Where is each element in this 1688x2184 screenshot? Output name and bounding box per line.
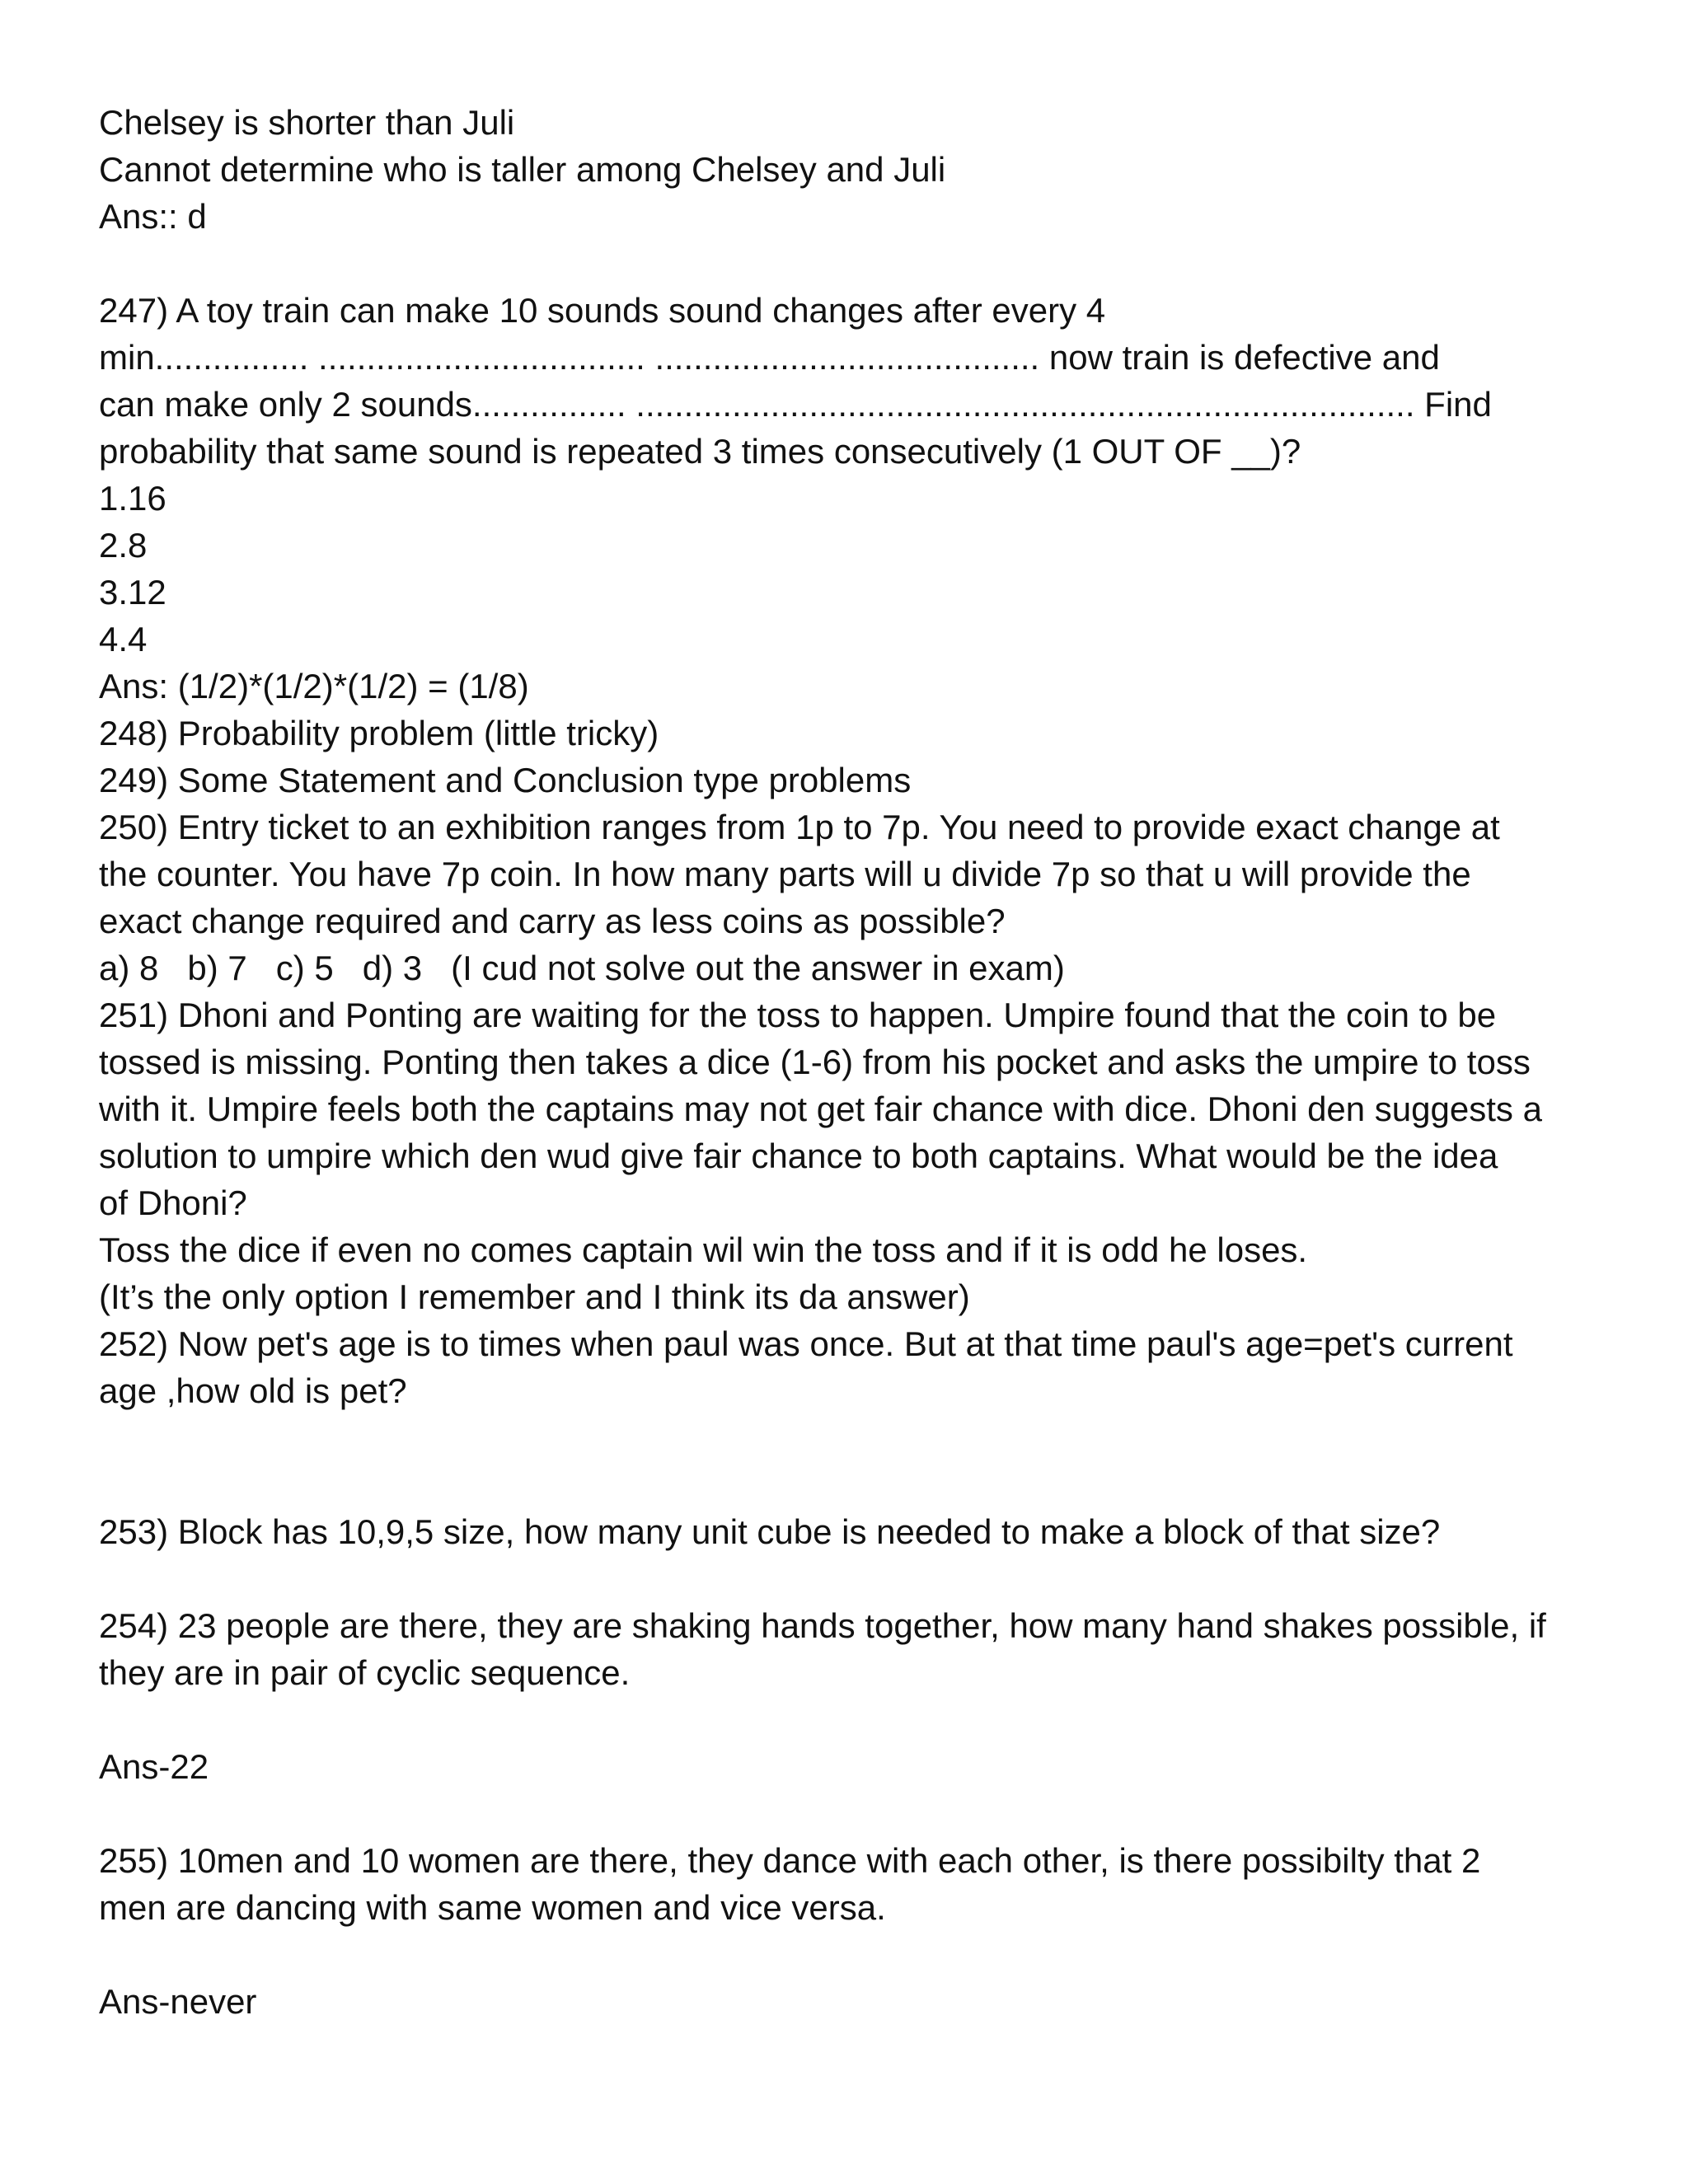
question-248: 248) Probability problem (little tricky): [99, 714, 659, 752]
question-254-line: 254) 23 people are there, they are shaking hands together, how many hand shakes possible, if: [99, 1606, 1546, 1645]
answer-line: Ans-never: [99, 1982, 257, 2021]
question-247-line: can make only 2 sounds................ ................................................................................. Find: [99, 385, 1492, 424]
option-item: 2.8: [99, 526, 148, 565]
answer-line: Ans:: d: [99, 197, 207, 236]
question-251-line: with it. Umpire feels both the captains may not get fair chance with dice. Dhoni den suggests a: [99, 1090, 1542, 1128]
option-item: 1.16: [99, 479, 166, 518]
question-255-line: men are dancing with same women and vice versa.: [99, 1888, 886, 1927]
question-247-line: 247) A toy train can make 10 sounds sound changes after every 4: [99, 291, 1106, 330]
question-254-line: they are in pair of cyclic sequence.: [99, 1653, 631, 1692]
question-253: 253) Block has 10,9,5 size, how many unit cube is needed to make a block of that size?: [99, 1512, 1441, 1551]
question-251-line: solution to umpire which den wud give fair chance to both captains. What would be the idea: [99, 1137, 1498, 1175]
question-255-line: 255) 10men and 10 women are there, they dance with each other, is there possibilty that 2: [99, 1841, 1481, 1880]
spacer: [99, 1696, 1591, 1743]
question-247-line: probability that same sound is repeated 3 times consecutively (1 OUT OF __)?: [99, 432, 1301, 471]
spacer: [99, 1555, 1591, 1602]
answer-note: (It’s the only option I remember and I think its da answer): [99, 1277, 970, 1316]
text-line: Chelsey is shorter than Juli: [99, 103, 515, 142]
question-247-line: min................ .................................. ........................................ now train is defective and: [99, 338, 1440, 377]
answer-line: Toss the dice if even no comes captain wil win the toss and if it is odd he loses.: [99, 1230, 1308, 1269]
question-252-line: 252) Now pet's age is to times when paul was once. But at that time paul's age=pet's current: [99, 1324, 1513, 1363]
spacer: [99, 240, 1591, 287]
answer-line: Ans-22: [99, 1747, 209, 1786]
spacer: [99, 1931, 1591, 1978]
question-251-line: 251) Dhoni and Ponting are waiting for the toss to happen. Umpire found that the coin to be: [99, 996, 1497, 1034]
question-250-line: the counter. You have 7p coin. In how many parts will u divide 7p so that u will provide the: [99, 855, 1471, 893]
question-249: 249) Some Statement and Conclusion type problems: [99, 761, 912, 799]
text-line: Cannot determine who is taller among Chelsey and Juli: [99, 150, 946, 189]
spacer: [99, 1414, 1591, 1508]
question-252-line: age ,how old is pet?: [99, 1371, 407, 1410]
document-page: [99, 99, 1591, 2025]
option-item: 4.4: [99, 620, 148, 658]
option-line: a) 8 b) 7 c) 5 d) 3 (I cud not solve out the answer in exam): [99, 949, 1065, 987]
question-250-line: exact change required and carry as less coins as possible?: [99, 902, 1006, 940]
option-item: 3.12: [99, 573, 166, 612]
question-251-line: of Dhoni?: [99, 1183, 247, 1222]
question-250-line: 250) Entry ticket to an exhibition ranges from 1p to 7p. You need to provide exact change at: [99, 808, 1500, 846]
question-251-line: tossed is missing. Ponting then takes a dice (1-6) from his pocket and asks the umpire to toss: [99, 1043, 1531, 1081]
spacer: [99, 1790, 1591, 1837]
answer-line: Ans: (1/2)*(1/2)*(1/2) = (1/8): [99, 667, 529, 705]
